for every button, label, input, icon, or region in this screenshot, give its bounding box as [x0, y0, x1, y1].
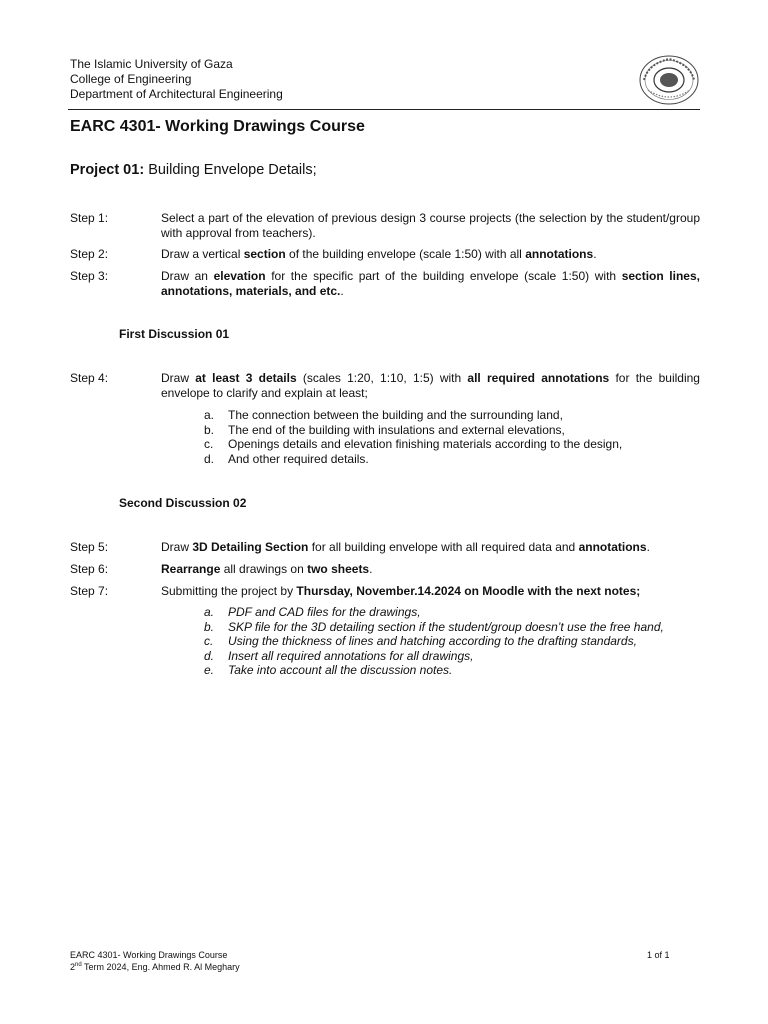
step-text	[161, 584, 700, 599]
step-text-part: Draw an	[161, 269, 214, 283]
project-heading	[70, 162, 317, 178]
college-name: College of Engineering	[70, 72, 192, 86]
footer-term	[70, 962, 240, 974]
header-divider	[68, 109, 700, 110]
list-marker: c.	[204, 634, 214, 648]
step-text	[161, 562, 700, 577]
list-marker: a.	[204, 605, 215, 619]
list-item	[204, 620, 704, 635]
step-text-emphasis: elevation	[213, 269, 266, 283]
step-label: Step 5:	[70, 540, 109, 554]
page-footer	[70, 950, 240, 973]
first-discussion-heading: First Discussion 01	[119, 327, 230, 341]
step-text-part: Select a part of the elevation of previous design 3 course projects (the selection by the student/group with approval from teachers).	[161, 211, 700, 240]
step-text-emphasis: at least 3 details	[195, 371, 297, 385]
step-text	[161, 269, 700, 298]
step-label: Step 1:	[70, 211, 109, 225]
step-text-part: .	[369, 562, 373, 576]
step-4	[70, 371, 700, 400]
step-6	[70, 562, 700, 577]
step-text-emphasis: annotations	[525, 247, 594, 261]
step-7	[70, 584, 700, 599]
step-label: Step 6:	[70, 562, 109, 576]
department-name: Department of Architectural Engineering	[70, 87, 283, 101]
list-item-text: And other required details.	[228, 451, 369, 466]
step-text-emphasis: section lines, annotations, materials, and etc.	[161, 269, 700, 298]
second-discussion-heading: Second Discussion 02	[119, 496, 247, 510]
step-label: Step 4:	[70, 371, 109, 385]
list-item	[204, 437, 704, 452]
list-item	[204, 649, 704, 664]
step-text-emphasis: Rearrange	[161, 562, 221, 576]
list-item-text: Using the thickness of lines and hatching according to the drafting standards,	[228, 634, 637, 648]
step-label: Step 3:	[70, 269, 109, 283]
list-item	[204, 605, 704, 620]
step-text-part: Draw a vertical	[161, 247, 244, 261]
list-item	[204, 408, 704, 423]
list-marker: b.	[204, 619, 215, 634]
list-item	[204, 663, 704, 678]
project-label: Project 01:	[70, 162, 145, 178]
step-text-part: Draw	[161, 371, 196, 385]
letterhead	[70, 57, 283, 102]
step-text-emphasis: 3D Detailing Section	[192, 540, 309, 554]
list-item-text: Openings details and elevation finishing materials according to the design,	[228, 437, 623, 451]
footer-course: EARC 4301- Working Drawings Course	[70, 950, 228, 960]
step-text-part: of the building envelope (scale 1:50) with all	[285, 247, 526, 261]
step-text-part: for the specific part of the building envelope (scale 1:50) with	[265, 269, 622, 283]
step-3	[70, 269, 700, 298]
university-seal-icon	[638, 54, 700, 106]
university-name: The Islamic University of Gaza	[70, 57, 233, 71]
step-text-part: for all building envelope with all required data and	[308, 540, 579, 554]
step-7-list	[204, 605, 704, 678]
list-item	[204, 452, 704, 467]
list-item	[204, 423, 704, 438]
step-text-part: (scales 1:20, 1:10, 1:5) with	[296, 371, 468, 385]
step-text	[161, 371, 700, 400]
list-item-text: SKP file for the 3D detailing section if the student/group doesn’t use the free hand,	[228, 619, 664, 634]
list-item-text: The end of the building with insulations and external elevations,	[228, 422, 565, 437]
list-item-text: Take into account all the discussion notes.	[228, 663, 453, 677]
step-text-part: .	[593, 247, 597, 261]
step-text-part: all drawings on	[220, 562, 308, 576]
step-text-emphasis: Thursday, November.14.2024 on Moodle with the next notes;	[296, 584, 641, 598]
list-item-text: Insert all required annotations for all drawings,	[228, 648, 474, 663]
step-text-part: Draw	[161, 540, 193, 554]
list-marker: d.	[204, 648, 215, 663]
list-marker: b.	[204, 422, 215, 437]
step-text-part: Submitting the project by	[161, 584, 297, 598]
course-title: EARC 4301- Working Drawings Course	[70, 118, 365, 135]
list-item	[204, 634, 704, 649]
step-text-part: for the building envelope to clarify and explain at least;	[161, 371, 700, 400]
list-marker: e.	[204, 663, 215, 677]
step-label: Step 2:	[70, 247, 109, 261]
step-1	[70, 211, 700, 240]
project-title: Building Envelope Details;	[148, 162, 317, 178]
step-text-emphasis: all required annotations	[467, 371, 610, 385]
step-text-emphasis: annotations	[578, 540, 647, 554]
step-4-list	[204, 408, 704, 466]
list-marker: a.	[204, 408, 215, 422]
list-marker: c.	[204, 437, 214, 451]
step-text-emphasis: two sheets	[307, 562, 370, 576]
list-item-text: PDF and CAD files for the drawings,	[228, 605, 421, 619]
list-item-text: The connection between the building and the surrounding land,	[228, 408, 563, 422]
step-text-part: .	[646, 540, 650, 554]
step-text-emphasis: section	[243, 247, 286, 261]
page-number: 1 of 1	[647, 950, 670, 960]
list-marker: d.	[204, 451, 215, 466]
step-2	[70, 247, 700, 262]
step-text-part: .	[340, 283, 344, 298]
footer-term-suffix: nd	[75, 961, 82, 968]
footer-term-number: 2	[70, 961, 76, 972]
step-text	[161, 247, 700, 262]
step-label: Step 7:	[70, 584, 109, 598]
footer-term-text: Term 2024, Eng. Ahmed R. Al Meghary	[81, 961, 240, 972]
step-5	[70, 540, 700, 555]
step-text	[161, 211, 700, 240]
step-text	[161, 540, 700, 555]
